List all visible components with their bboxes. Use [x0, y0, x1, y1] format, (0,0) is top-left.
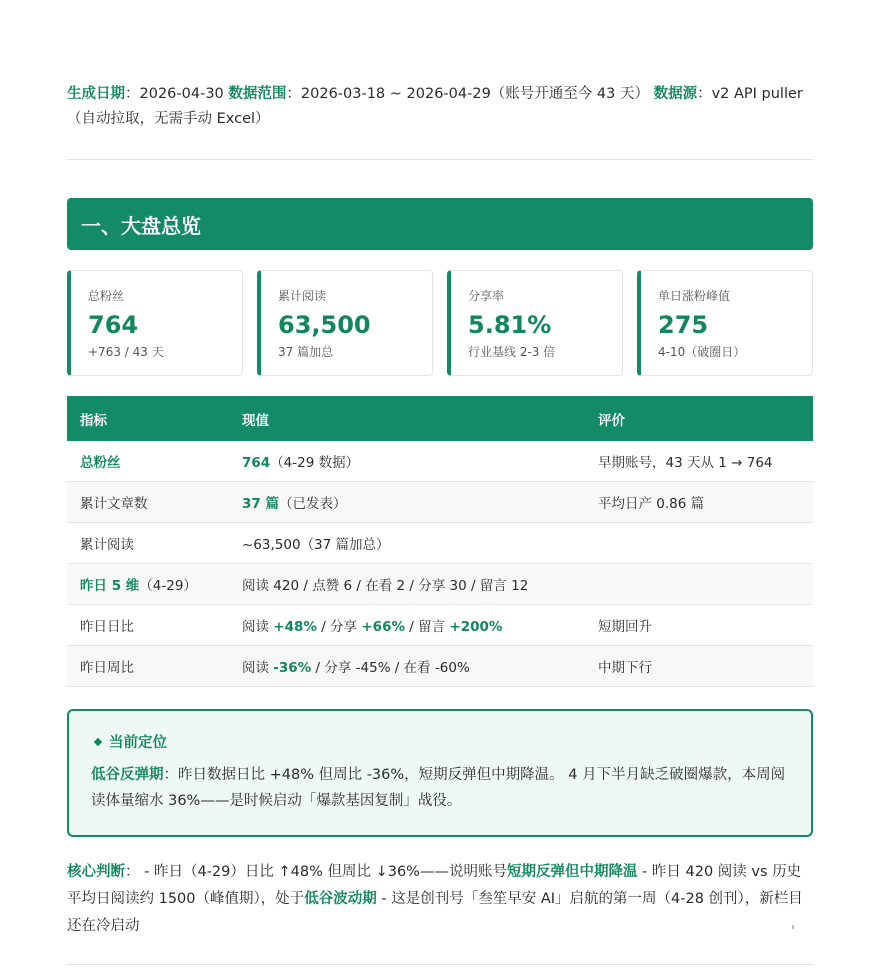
- data-range-label: 数据范围: [228, 86, 287, 102]
- cell-text: （4-29）: [139, 578, 197, 594]
- table-row: [67, 564, 813, 605]
- cell-text: ~63,500（37 篇加总）: [242, 537, 390, 553]
- callout-lead: 低谷反弹期: [91, 767, 164, 783]
- metric-cell: [67, 441, 229, 482]
- table-row: [67, 482, 813, 523]
- data-range-value: ：2026-03-18 ~ 2026-04-29（账号开通至今 43 天）: [286, 86, 654, 102]
- table-row: [67, 523, 813, 564]
- metric-cell: [67, 482, 229, 523]
- cell-text: 累计阅读: [80, 537, 134, 553]
- kpi-card-peak-gain: [637, 270, 813, 376]
- metrics-table: [67, 396, 813, 687]
- kpi-sub: +763 / 43 天: [88, 345, 164, 359]
- column-header: 指标: [67, 396, 229, 441]
- kpi-sub: 37 篇加总: [278, 345, 334, 359]
- value-cell: [229, 646, 585, 687]
- cell-text: 累计文章数: [80, 496, 148, 512]
- table-row: [67, 605, 813, 646]
- cell-text: -36%: [273, 660, 312, 676]
- eval-cell: 平均日产 0.86 篇: [585, 482, 813, 523]
- callout-title-text: 当前定位: [109, 735, 167, 751]
- metric-cell: [67, 564, 229, 605]
- core-judgment: [67, 859, 815, 940]
- metric-cell: [67, 646, 229, 687]
- metric-cell: [67, 605, 229, 646]
- core-text-1: ： - 昨日（4-29）日比 ↑48% 但周比 ↓36%——说明账号: [125, 864, 507, 880]
- kpi-cards: [67, 270, 813, 376]
- value-cell: [229, 482, 585, 523]
- eval-cell: 中期下行: [585, 646, 813, 687]
- cell-text: / 分享: [316, 619, 362, 635]
- eval-cell: [585, 523, 813, 564]
- kpi-sub: 4-10（破圈日）: [658, 345, 746, 359]
- table-row: [67, 646, 813, 687]
- cell-text: / 留言: [404, 619, 450, 635]
- kpi-value: 63,500: [278, 311, 371, 339]
- cell-text: 阅读 420 / 点赞 6 / 在看 2 / 分享 30 / 留言 12: [242, 578, 529, 594]
- divider: [67, 964, 813, 965]
- kpi-card-fans: [67, 270, 243, 376]
- core-highlight-2: 低谷波动期: [304, 891, 377, 907]
- gen-date-label: 生成日期: [67, 86, 125, 102]
- cell-text: +48%: [273, 619, 317, 635]
- kpi-label: 分享率: [468, 289, 505, 303]
- cell-text: 昨日周比: [80, 660, 134, 676]
- value-cell: [229, 605, 585, 646]
- value-cell: [229, 441, 585, 482]
- kpi-value: 5.81%: [468, 311, 552, 339]
- column-header: 现值: [229, 396, 585, 441]
- kpi-label: 累计阅读: [278, 289, 327, 303]
- cell-text: 总粉丝: [80, 455, 121, 471]
- cell-text: +200%: [449, 619, 503, 635]
- gen-date-value: ：2026-04-30: [125, 86, 229, 102]
- cell-text: 昨日 5 维: [80, 578, 140, 594]
- table-header-row: [67, 396, 813, 441]
- core-text-3: - 这是创刊号「叁笙早安 AI」启航的第一周（4-28 创刊），新栏目还在冷启动: [67, 891, 803, 934]
- core-highlight-1: 短期反弹但中期降温: [506, 864, 638, 880]
- cell-text: 阅读: [242, 619, 274, 635]
- cell-text: / 分享 -45% / 在看 -60%: [311, 660, 470, 676]
- cell-text: （4-29 数据）: [270, 455, 360, 471]
- diamond-icon: [94, 737, 102, 745]
- eval-cell: 短期回升: [585, 605, 813, 646]
- kpi-card-share-rate: [447, 270, 623, 376]
- report-meta: [67, 82, 815, 132]
- cell-text: +66%: [361, 619, 405, 635]
- callout-title: [91, 731, 789, 752]
- value-cell: [229, 523, 585, 564]
- value-cell: [229, 564, 585, 605]
- kpi-label: 总粉丝: [88, 289, 125, 303]
- cell-text: 阅读: [242, 660, 274, 676]
- section-title: 一、大盘总览: [67, 198, 813, 250]
- current-position-callout: [67, 709, 813, 837]
- data-source-value: ：v2 API puller（自动拉取，无需手动 Excel）: [67, 86, 803, 127]
- cell-text: 昨日日比: [80, 619, 134, 635]
- cell-text: 764: [242, 455, 271, 471]
- kpi-label: 单日涨粉峰值: [658, 289, 731, 303]
- core-label: 核心判断: [67, 864, 125, 880]
- kpi-value: 275: [658, 311, 709, 339]
- callout-body: [91, 762, 789, 814]
- column-header: 评价: [585, 396, 813, 441]
- table-row: [67, 441, 813, 482]
- kpi-sub: 行业基线 2-3 倍: [468, 345, 556, 359]
- eval-cell: [585, 564, 813, 605]
- callout-text: ：昨日数据日比 +48% 但周比 -36%，短期反弹但中期降温。 4 月下半月缺乏破圈爆款，本周阅读体量缩水 36%——是时候启动「爆款基因复制」战役。: [91, 767, 786, 809]
- kpi-card-reads: [257, 270, 433, 376]
- core-text-2: - 昨日 420 阅读 vs 历史平均日阅读约 1500（峰值期），处于: [67, 864, 802, 907]
- cell-text: （已发表）: [279, 496, 347, 512]
- decorative-mark: [792, 925, 794, 929]
- eval-cell: 早期账号，43 天从 1 → 764: [585, 441, 813, 482]
- divider: [67, 159, 813, 160]
- data-source-label: 数据源: [653, 86, 698, 102]
- cell-text: 37 篇: [242, 496, 279, 512]
- metric-cell: [67, 523, 229, 564]
- kpi-value: 764: [88, 311, 139, 339]
